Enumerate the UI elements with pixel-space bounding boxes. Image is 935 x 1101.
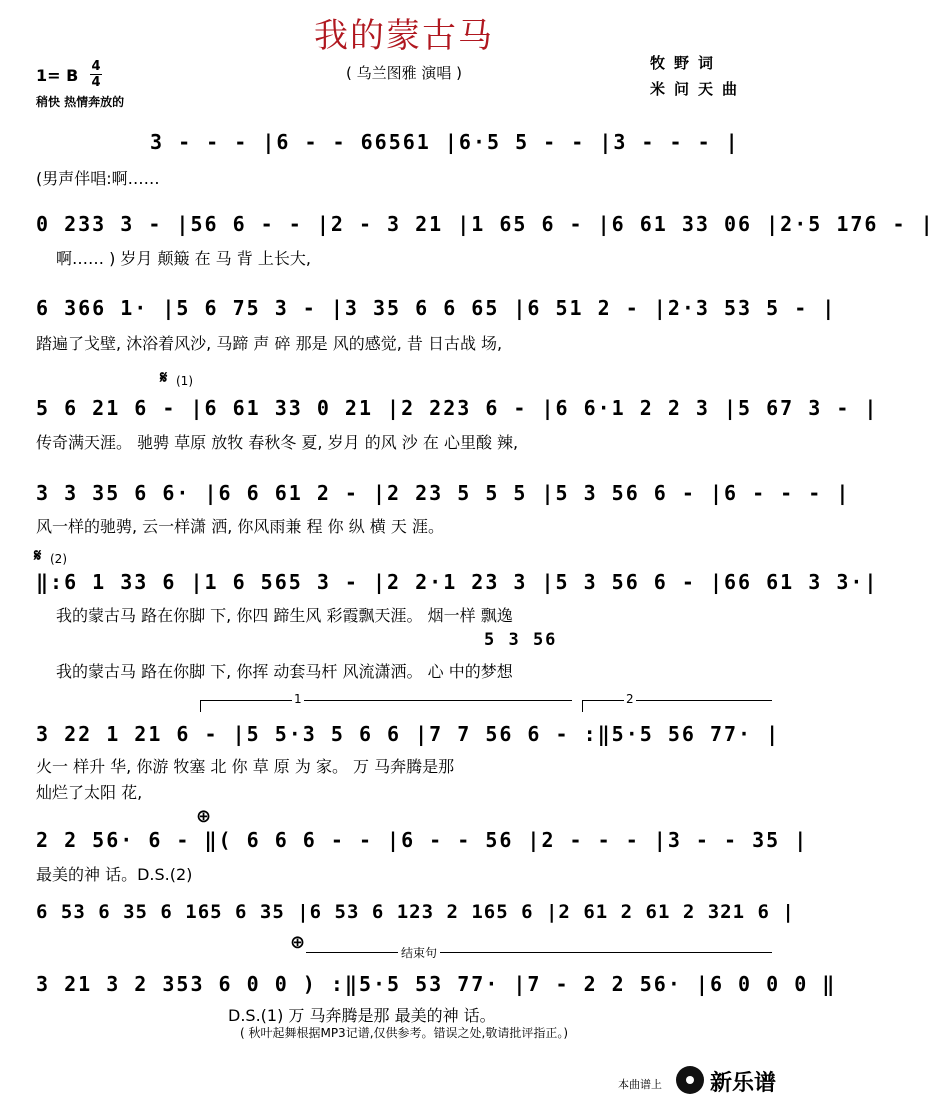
lyrics-line-6b: 我的蒙古马 路在你脚 下, 你挥 动套马杆 风流潇洒。 心 中的梦想 — [56, 662, 513, 681]
score-notes-line-2: 0 233 3 - |56 6 - - |2 - 3 21 |1 65 6 - |6 61 33 06 |2·5 176 - | — [36, 212, 935, 236]
lyrics-line-5: 风一样的驰骋, 云一样潇 洒, 你风雨兼 程 你 纵 横 天 涯。 — [36, 517, 444, 536]
volta-bracket-2 — [582, 700, 772, 701]
lyrics-line-6a: 我的蒙古马 路在你脚 下, 你四 蹄生风 彩霞飘天涯。 烟一样 飘逸 — [56, 606, 513, 625]
segno-icon: 𝄋 — [160, 368, 168, 388]
brand-label: 本曲谱上 — [618, 1078, 662, 1091]
score-notes-line-10: 3 21 3 2 353 6 0 0 ) :‖5·5 53 77· |7 - 2 2 56· |6 0 0 0 ‖ — [36, 972, 837, 996]
lyrics-line-7a: 火一 样升 华, 你游 牧塞 北 你 草 原 为 家。 万 马奔腾是那 — [36, 757, 455, 776]
coda-label: 结束句 — [398, 944, 440, 961]
brand-name: 新乐谱 — [710, 1071, 777, 1096]
lyrics-line-1: (男声伴唱:啊…… — [36, 169, 160, 188]
lyrics-line-2: 啊…… ) 岁月 颠簸 在 马 背 上长大, — [56, 249, 311, 268]
brand-logo[interactable] — [676, 1064, 804, 1098]
coda-icon: ⊕ — [196, 806, 212, 827]
segno-marker-1: (1) — [176, 374, 193, 388]
volta-bracket-1 — [200, 700, 572, 701]
disc-icon — [676, 1066, 704, 1094]
score-notes-line-3: 6 366 1· |5 6 75 3 - |3 35 6 6 65 |6 51 2 - |2·3 53 5 - | — [36, 296, 837, 320]
lyrics-line-8: 最美的神 话。D.S.(2) — [36, 865, 193, 884]
page-title: 我的蒙古马 — [314, 16, 494, 56]
coda-icon: ⊕ — [290, 932, 306, 953]
time-signature — [90, 60, 102, 89]
segno-icon: 𝄋 — [34, 546, 42, 566]
time-bottom: 4 — [91, 75, 101, 90]
volta-2-label: 2 — [626, 692, 634, 706]
lyrics-line-4: 传奇满天涯。 驰骋 草原 放牧 春秋冬 夏, 岁月 的风 沙 在 心里酸 辣, — [36, 433, 519, 452]
composer-credit: 米问天曲 — [650, 80, 747, 98]
tempo-marking: 稍快 热情奔放的 — [36, 95, 125, 109]
footnote: ( 秋叶起舞根据MP3记谱,仅供参考。错误之处,敬请批评指正。) — [239, 1026, 569, 1040]
coda-bracket — [306, 952, 772, 953]
key-signature: 1= B — [36, 66, 79, 85]
volta-1-label: 1 — [294, 692, 302, 706]
volta-bracket-2-edge — [582, 700, 583, 712]
singer-credit: ( 乌兰图雅 演唱 ) — [345, 64, 462, 82]
score-notes-line-4: 5 6 21 6 - |6 61 33 0 21 |2 223 6 - |6 6·1 2 2 3 |5 67 3 - | — [36, 396, 879, 420]
lyricist-credit: 牧野词 — [650, 54, 723, 72]
lyrics-line-3: 踏遍了戈壁, 沐浴着风沙, 马蹄 声 碎 那是 风的感觉, 昔 日古战 场, — [36, 334, 503, 353]
time-top: 4 — [91, 59, 101, 74]
score-notes-line-6: ‖:6 1 33 6 |1 6 565 3 - |2 2·1 23 3 |5 3 56 6 - |66 61 3 3·| — [36, 570, 879, 594]
score-notes-line-5: 3 3 35 6 6· |6 6 61 2 - |2 23 5 5 5 |5 3 56 6 - |6 - - - | — [36, 481, 851, 505]
segno-marker-2: (2) — [50, 552, 67, 566]
lyrics-line-7b: 灿烂了太阳 花, — [36, 783, 143, 802]
volta-bracket-1-edge — [200, 700, 201, 712]
lyrics-line-10: D.S.(1) 万 马奔腾是那 最美的神 话。 — [228, 1006, 496, 1025]
alternate-notes: 5 3 56 — [484, 630, 558, 650]
score-notes-line-8: 2 2 56· 6 - ‖( 6 6 6 - - |6 - - 56 |2 - - - |3 - - 35 | — [36, 828, 809, 852]
score-notes-line-9: 6 53 6 35 6 165 6 35 |6 53 6 123 2 165 6 |2 61 2 61 2 321 6 | — [36, 901, 795, 923]
score-notes-line-1: 3 - - - |6 - - 66561 |6·5 5 - - |3 - - - | — [150, 130, 740, 154]
score-notes-line-7: 3 22 1 21 6 - |5 5·3 5 6 6 |7 7 56 6 - :‖5·5 56 77· | — [36, 722, 781, 746]
